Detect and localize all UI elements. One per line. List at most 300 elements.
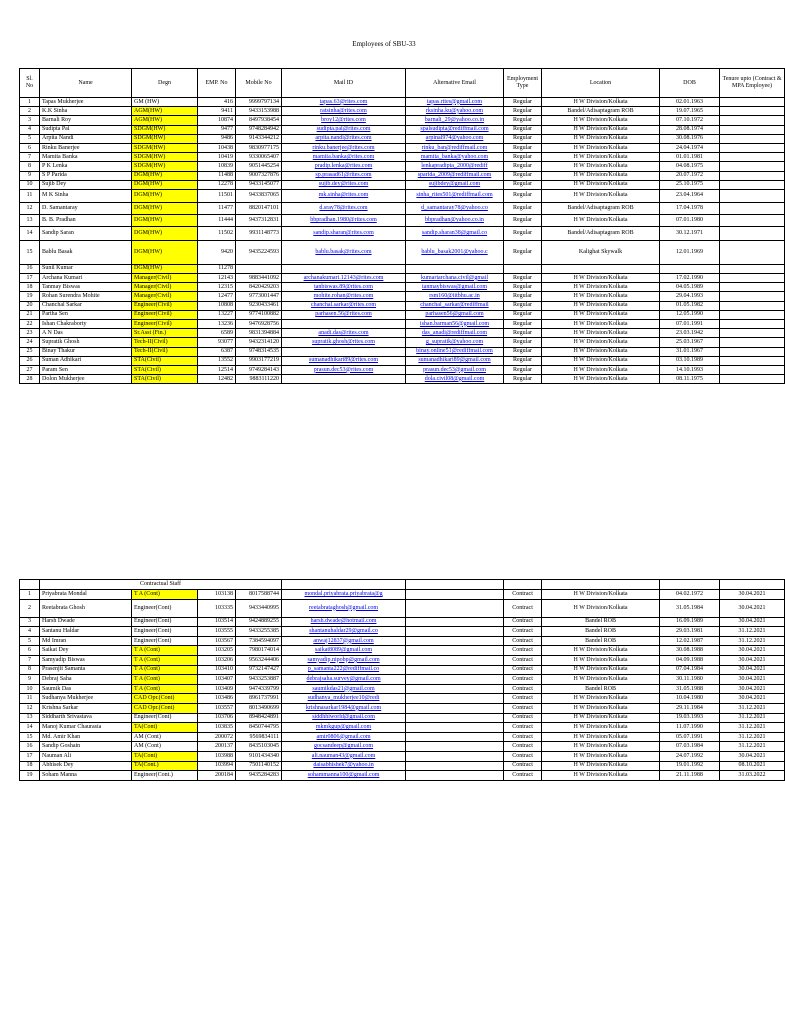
mobile-cell: 9433153988 bbox=[236, 107, 282, 116]
mail-cell[interactable]: mohite.rohan@rites.com bbox=[282, 292, 406, 301]
dob-cell bbox=[660, 264, 720, 273]
mail-cell[interactable]: mondal.priyabrata.priyabrata@g bbox=[282, 590, 406, 600]
employment-type-cell: Regular bbox=[504, 375, 542, 384]
location-cell: H W Division/Kolkata bbox=[542, 713, 660, 723]
tenure-cell: 31.12.2021 bbox=[720, 742, 785, 752]
table-row bbox=[20, 636, 785, 646]
table-row bbox=[20, 751, 785, 761]
location-cell: H W Division/Kolkata bbox=[542, 694, 660, 704]
alt-email-cell[interactable]: barnali_29@yahoo.co.in bbox=[406, 116, 504, 125]
tenure-cell bbox=[720, 356, 785, 365]
table-row bbox=[20, 646, 785, 656]
sl-no-cell: 6 bbox=[20, 646, 40, 656]
designation-cell: AGM(HW) bbox=[132, 107, 198, 116]
emp-no-cell: 9486 bbox=[198, 134, 236, 143]
table-row bbox=[20, 202, 785, 214]
location-cell bbox=[542, 264, 660, 273]
designation-cell: SDGM(HW) bbox=[132, 162, 198, 171]
name-cell: Saumik Das bbox=[40, 684, 132, 694]
sl-no-cell: 22 bbox=[20, 320, 40, 329]
dob-cell: 19.03.1993 bbox=[660, 713, 720, 723]
mail-cell[interactable]: sujib.dey@rites.com bbox=[282, 180, 406, 189]
tenure-cell: 30.04.2021 bbox=[720, 646, 785, 656]
name-cell: Suman Adhikari bbox=[40, 356, 132, 365]
table-row bbox=[20, 617, 785, 627]
mobile-cell: 9433837065 bbox=[236, 189, 282, 202]
dob-cell: 01.01.1981 bbox=[660, 153, 720, 162]
location-cell: H W Division/Kolkata bbox=[542, 375, 660, 384]
emp-no-cell: 200184 bbox=[198, 771, 236, 781]
mobile-cell: 9474339799 bbox=[236, 684, 282, 694]
mobile-cell: 8435103045 bbox=[236, 742, 282, 752]
designation-cell: CAD Opr.(Cont) bbox=[132, 703, 198, 713]
mail-cell[interactable]: sohammanna100@gmail.com bbox=[282, 771, 406, 781]
location-cell: H W Division/Kolkata bbox=[542, 338, 660, 347]
mobile-cell: 9435224593 bbox=[236, 240, 282, 264]
tenure-cell: 31.12.2021 bbox=[720, 636, 785, 646]
location-cell: H W Division/Kolkata bbox=[542, 283, 660, 292]
sl-no-cell: 1 bbox=[20, 98, 40, 107]
emp-no-cell: 416 bbox=[198, 98, 236, 107]
name-cell: Md Imran bbox=[40, 636, 132, 646]
employment-type-cell: Regular bbox=[504, 153, 542, 162]
emp-no-cell: 103335 bbox=[198, 599, 236, 617]
location-cell: H W Division/Kolkata bbox=[542, 162, 660, 171]
mail-cell[interactable]: sp.prasad61@rites.com bbox=[282, 171, 406, 180]
sl-no-cell: 15 bbox=[20, 732, 40, 742]
alt-email-cell[interactable]: binay.online51@rediffmail.com bbox=[406, 347, 504, 356]
emp-no-cell: 103138 bbox=[198, 590, 236, 600]
designation-header: Degn bbox=[132, 69, 198, 98]
designation-cell: DGM(HW) bbox=[132, 189, 198, 202]
mobile-cell: 9433253887 bbox=[236, 675, 282, 685]
mail-cell[interactable]: broy12@rites.com bbox=[282, 116, 406, 125]
location-cell: Kalighat Skywalk bbox=[542, 240, 660, 264]
alt-email-cell bbox=[406, 627, 504, 637]
tenure-cell bbox=[720, 162, 785, 171]
alt-email-cell[interactable]: tanmaybiswas@gmail.com bbox=[406, 283, 504, 292]
employment-type-cell: Contract bbox=[504, 703, 542, 713]
location-cell: Bandel ROB bbox=[542, 684, 660, 694]
sl-no-cell: 14 bbox=[20, 723, 40, 733]
name-cell: K.K Sinha bbox=[40, 107, 132, 116]
tenure-cell bbox=[720, 202, 785, 214]
name-cell: Rohan Surendra Mohite bbox=[40, 292, 132, 301]
alt-email-cell[interactable]: sumanadhikari89@gmail.com bbox=[406, 356, 504, 365]
contractual-staff-table bbox=[19, 579, 785, 781]
emp-no-cell: 10839 bbox=[198, 162, 236, 171]
tenure-cell: 30.04.2021 bbox=[720, 694, 785, 704]
dob-cell: 23.04.1964 bbox=[660, 189, 720, 202]
location-cell: H W Division/Kolkata bbox=[542, 134, 660, 143]
emp-no-cell: 10419 bbox=[198, 153, 236, 162]
tenure-cell bbox=[720, 292, 785, 301]
tenure-cell bbox=[720, 98, 785, 107]
mobile-cell: 7980174014 bbox=[236, 646, 282, 656]
mobile-cell: 9330065407 bbox=[236, 153, 282, 162]
employment-type-cell: Contract bbox=[504, 761, 542, 771]
mail-cell[interactable]: parhasen.56@rites.com bbox=[282, 310, 406, 319]
alt-email-cell[interactable]: tapas.rites@gmail.com bbox=[406, 98, 504, 107]
name-cell: Nauman Ali bbox=[40, 751, 132, 761]
employment-type-cell: Regular bbox=[504, 365, 542, 374]
table-row bbox=[20, 665, 785, 675]
designation-cell: Engineer(Civil) bbox=[132, 320, 198, 329]
alt-email-cell[interactable]: bbpradhan@yahoo.co.in bbox=[406, 214, 504, 226]
designation-cell: DGM(HW) bbox=[132, 180, 198, 189]
mail-cell[interactable]: sudipta.pal@rites.com bbox=[282, 125, 406, 134]
employment-type-cell: Regular bbox=[504, 134, 542, 143]
mail-cell[interactable]: daisabhishek7@yahoo.in bbox=[282, 761, 406, 771]
name-cell: Binay Thakur bbox=[40, 347, 132, 356]
sl-no-cell: 4 bbox=[20, 627, 40, 637]
sl-no-cell: 2 bbox=[20, 107, 40, 116]
dob-cell: 01.05.1982 bbox=[660, 301, 720, 310]
emp-no-cell: 11488 bbox=[198, 171, 236, 180]
emp-no-cell: 103835 bbox=[198, 723, 236, 733]
designation-cell: T A (Cont) bbox=[132, 675, 198, 685]
table-row bbox=[20, 171, 785, 180]
emp-no-cell: 200137 bbox=[198, 742, 236, 752]
name-cell: Chanchal Sarkar bbox=[40, 301, 132, 310]
mobile-cell: 9424889255 bbox=[236, 617, 282, 627]
mail-cell[interactable]: supratik.ghosh@rites.com bbox=[282, 338, 406, 347]
mail-cell[interactable]: mk.sinha@rites.com bbox=[282, 189, 406, 202]
dob-cell: 17.02.1990 bbox=[660, 274, 720, 283]
mail-cell[interactable]: sudhanya_mukherjee10@redi bbox=[282, 694, 406, 704]
employment-type-cell: Regular bbox=[504, 202, 542, 214]
designation-cell: DGM(HW) bbox=[132, 171, 198, 180]
employment-type-cell: Contract bbox=[504, 771, 542, 781]
location-cell: H W Division/Kolkata bbox=[542, 301, 660, 310]
location-cell: Bandel/Adisaptagram ROB bbox=[542, 107, 660, 116]
mobile-cell: 9999797134 bbox=[236, 98, 282, 107]
alt-email-cell[interactable]: sandip.sharan38@gmail.co bbox=[406, 226, 504, 240]
employment-type-cell: Contract bbox=[504, 742, 542, 752]
mobile-cell: 8017588744 bbox=[236, 590, 282, 600]
alt-email-cell[interactable]: bablu_basak2001@yahoo.c bbox=[406, 240, 504, 264]
alt-email-cell bbox=[406, 761, 504, 771]
employment-type-cell: Regular bbox=[504, 116, 542, 125]
location-cell: H W Division/Kolkata bbox=[542, 703, 660, 713]
emp-no-cell: 11502 bbox=[198, 226, 236, 240]
emp-no-cell: 9420 bbox=[198, 240, 236, 264]
tenure-cell bbox=[720, 143, 785, 152]
mail-cell[interactable]: rinku.banerjee@rites.com bbox=[282, 143, 406, 152]
mobile-cell: 9748314535 bbox=[236, 347, 282, 356]
table-row bbox=[20, 301, 785, 310]
mail-cell[interactable]: shantanuhaldar29@gmail.co bbox=[282, 627, 406, 637]
mail-cell[interactable]: archanakumari.12143@rites.com bbox=[282, 274, 406, 283]
location-cell: H W Division/Kolkata bbox=[542, 214, 660, 226]
mail-cell[interactable]: saikat8089@gmail.com bbox=[282, 646, 406, 656]
mail-cell[interactable]: gocsandeep@gmail.com bbox=[282, 742, 406, 752]
mail-cell[interactable]: reetabrataghosh@gmail.com bbox=[282, 599, 406, 617]
mail-cell[interactable]: p_samanta222@rediffmail.co bbox=[282, 665, 406, 675]
alt-email-cell[interactable]: mamita_banka@yahoo.com bbox=[406, 153, 504, 162]
emp-no-cell: 200072 bbox=[198, 732, 236, 742]
name-cell: Sandip Saran bbox=[40, 226, 132, 240]
designation-cell: SDGM(HW) bbox=[132, 143, 198, 152]
designation-cell: DGM(HW) bbox=[132, 214, 198, 226]
designation-cell: DGM(HW) bbox=[132, 226, 198, 240]
mobile-cell: 9748284942 bbox=[236, 125, 282, 134]
employment-type-cell: Regular bbox=[504, 240, 542, 264]
name-cell: S P Parida bbox=[40, 171, 132, 180]
employment-type-cell bbox=[504, 264, 542, 273]
location-cell: H W Division/Kolkata bbox=[542, 116, 660, 125]
tenure-cell: 30.04.2021 bbox=[720, 590, 785, 600]
emp-no-cell: 12477 bbox=[198, 292, 236, 301]
alt-email-cell bbox=[406, 599, 504, 617]
table-row bbox=[20, 338, 785, 347]
name-cell: Krishna Sarkar bbox=[40, 703, 132, 713]
mail-cell[interactable]: mamita.banka@rites.com bbox=[282, 153, 406, 162]
location-cell: H W Division/Kolkata bbox=[542, 356, 660, 365]
name-cell: Bablu Basak bbox=[40, 240, 132, 264]
location-cell: H W Division/Kolkata bbox=[542, 742, 660, 752]
alt-email-cell[interactable]: das_anadi@rediffmail.com bbox=[406, 329, 504, 338]
employment-type-cell: Regular bbox=[504, 347, 542, 356]
name-cell: Supratik Ghosh bbox=[40, 338, 132, 347]
emp-no-header: EMP. No bbox=[198, 69, 236, 98]
name-cell: Harsh Dwade bbox=[40, 617, 132, 627]
employment-type-cell: Regular bbox=[504, 107, 542, 116]
name-cell: Reetabrata Ghosh bbox=[40, 599, 132, 617]
mail-cell[interactable]: arpita.nandi@rites.com bbox=[282, 134, 406, 143]
alt-email-cell[interactable]: dola.civil08@gmail.com bbox=[406, 375, 504, 384]
dob-cell: 25.10.1975 bbox=[660, 180, 720, 189]
alt-email-cell bbox=[406, 742, 504, 752]
alt-email-cell bbox=[406, 675, 504, 685]
dob-cell: 07.01.1991 bbox=[660, 320, 720, 329]
designation-cell: SDGM(HW) bbox=[132, 153, 198, 162]
location-cell: Bandel/Adisaptagram ROB bbox=[542, 202, 660, 214]
mail-cell[interactable]: tanbiswas.89@rites.com bbox=[282, 283, 406, 292]
mail-cell[interactable]: anadi.das@rites.com bbox=[282, 329, 406, 338]
table-row bbox=[20, 283, 785, 292]
name-cell: Priyabrata Mondal bbox=[40, 590, 132, 600]
alt-email-cell[interactable]: chanchal_sarkar@rediffmail bbox=[406, 301, 504, 310]
mail-cell[interactable]: ali.nauman43@gmail.com bbox=[282, 751, 406, 761]
designation-cell: GM (HW) bbox=[132, 98, 198, 107]
mobile-cell: 9476928756 bbox=[236, 320, 282, 329]
alt-email-cell[interactable]: sujibdey@gmail.com bbox=[406, 180, 504, 189]
sl-no-cell: 16 bbox=[20, 264, 40, 273]
alt-email-cell[interactable]: d_samantaray78@yahoo.co bbox=[406, 202, 504, 214]
alt-email-cell[interactable]: rksinha.ku@yahoo.com bbox=[406, 107, 504, 116]
alt-email-cell[interactable]: spalsudipta@rediffmail.com bbox=[406, 125, 504, 134]
name-cell: D. Samantaray bbox=[40, 202, 132, 214]
mobile-cell: 9563244406 bbox=[236, 655, 282, 665]
dob-cell: 07.01.1980 bbox=[660, 214, 720, 226]
emp-no-cell: 6589 bbox=[198, 329, 236, 338]
employment-type-cell: Regular bbox=[504, 329, 542, 338]
table-row bbox=[20, 214, 785, 226]
name-cell: Barnali Roy bbox=[40, 116, 132, 125]
mobile-cell: 8961737991 bbox=[236, 694, 282, 704]
tenure-header: Tenure upto (Contract & MPA Employee) bbox=[720, 69, 785, 98]
table-row bbox=[20, 134, 785, 143]
dob-cell: 07.03.1984 bbox=[660, 742, 720, 752]
mobile-cell: 9732147427 bbox=[236, 665, 282, 675]
emp-no-cell: 103555 bbox=[198, 627, 236, 637]
designation-cell: DGM(HW) bbox=[132, 240, 198, 264]
mobile-cell: 9831394884 bbox=[236, 329, 282, 338]
location-cell: H W Division/Kolkata bbox=[542, 665, 660, 675]
tenure-cell bbox=[720, 214, 785, 226]
designation-cell: Engineer(Cont) bbox=[132, 599, 198, 617]
name-cell: Soham Manna bbox=[40, 771, 132, 781]
emp-no-cell: 11501 bbox=[198, 189, 236, 202]
mail-cell[interactable]: anwaj12837@gmail.com bbox=[282, 636, 406, 646]
mail-cell[interactable]: saumikdas21@gmail.com bbox=[282, 684, 406, 694]
alt-email-cell[interactable]: rinku_ban@rediffmail.com bbox=[406, 143, 504, 152]
dob-cell: 30.08.1988 bbox=[660, 646, 720, 656]
alt-email-cell bbox=[406, 732, 504, 742]
tenure-cell: 30.04.2021 bbox=[720, 599, 785, 617]
employment-type-cell: Regular bbox=[504, 162, 542, 171]
mail-cell[interactable]: harsh.dwade@hotmail.com bbox=[282, 617, 406, 627]
mail-cell[interactable]: ratsinha@rites.com bbox=[282, 107, 406, 116]
designation-cell: T A (Cont) bbox=[132, 655, 198, 665]
table-row bbox=[20, 713, 785, 723]
alt-email-cell bbox=[406, 703, 504, 713]
alt-email-cell bbox=[406, 751, 504, 761]
mail-cell[interactable]: d.sray78@rites.com bbox=[282, 202, 406, 214]
emp-no-cell: 12143 bbox=[198, 274, 236, 283]
mail-cell[interactable]: bbpradhan.1980@rites.com bbox=[282, 214, 406, 226]
emp-no-cell: 10808 bbox=[198, 301, 236, 310]
emp-no-cell: 103988 bbox=[198, 751, 236, 761]
employment-type-cell: Regular bbox=[504, 125, 542, 134]
mobile-cell: 9143344212 bbox=[236, 134, 282, 143]
alt-email-cell[interactable]: g_supratik@yahoo.com bbox=[406, 338, 504, 347]
location-cell: H W Division/Kolkata bbox=[542, 125, 660, 134]
dob-cell: 23.03.1942 bbox=[660, 329, 720, 338]
employment-type-cell: Regular bbox=[504, 98, 542, 107]
tenure-cell: 30.04.2021 bbox=[720, 684, 785, 694]
alt-email-cell bbox=[406, 264, 504, 273]
sl-no-cell: 8 bbox=[20, 665, 40, 675]
alt-email-cell[interactable]: sinha_rites501@rediffmail.com bbox=[406, 189, 504, 202]
location-cell: Bandel ROB bbox=[542, 617, 660, 627]
name-cell: Sudhanya Mukherjee bbox=[40, 694, 132, 704]
employment-type-cell: Contract bbox=[504, 627, 542, 637]
mail-cell[interactable]: mkmkgup@gmail.com bbox=[282, 723, 406, 733]
sl-no-cell: 12 bbox=[20, 202, 40, 214]
designation-cell: T A (Cont) bbox=[132, 665, 198, 675]
dob-cell: 14.10.1993 bbox=[660, 365, 720, 374]
tenure-cell: 30.04.2021 bbox=[720, 665, 785, 675]
emp-no-cell: 103514 bbox=[198, 617, 236, 627]
name-header: Name bbox=[40, 69, 132, 98]
name-cell: Arpita Nandi bbox=[40, 134, 132, 143]
table-row bbox=[20, 375, 785, 384]
sl-no-cell: 20 bbox=[20, 301, 40, 310]
sl-no-cell: 18 bbox=[20, 283, 40, 292]
alt-email-header: Alternative Email bbox=[406, 69, 504, 98]
mail-cell[interactable]: tapas.63@rites.com bbox=[282, 98, 406, 107]
section-title: Contractual Staff bbox=[40, 580, 282, 590]
sl-no-cell: 5 bbox=[20, 134, 40, 143]
sl-no-cell: 3 bbox=[20, 116, 40, 125]
mobile-cell: 8820147101 bbox=[236, 202, 282, 214]
emp-no-cell: 103409 bbox=[198, 684, 236, 694]
alt-email-cell bbox=[406, 694, 504, 704]
mail-cell bbox=[282, 347, 406, 356]
dob-cell: 30.08.1976 bbox=[660, 134, 720, 143]
employment-type-cell: Regular bbox=[504, 338, 542, 347]
mail-cell[interactable]: sandip.sharan@rites.com bbox=[282, 226, 406, 240]
table-row bbox=[20, 694, 785, 704]
alt-email-cell bbox=[406, 771, 504, 781]
dob-cell: 20.07.1972 bbox=[660, 171, 720, 180]
mail-cell[interactable]: chanchal.sarkar@rites.com bbox=[282, 301, 406, 310]
sl-no-cell: 21 bbox=[20, 310, 40, 319]
mail-cell[interactable]: bablu.basak@rites.com bbox=[282, 240, 406, 264]
header-row bbox=[20, 69, 785, 98]
alt-email-cell[interactable]: arpinal974@yahoo.com bbox=[406, 134, 504, 143]
table-row bbox=[20, 732, 785, 742]
mail-cell[interactable]: amir0806@gmail.com bbox=[282, 732, 406, 742]
alt-email-cell[interactable]: sparida_2009@rediffmail.com bbox=[406, 171, 504, 180]
alt-email-cell[interactable]: kumariarchana.civil@gmail bbox=[406, 274, 504, 283]
sl-no-cell: 12 bbox=[20, 703, 40, 713]
name-cell: Sunil Kumar bbox=[40, 264, 132, 273]
dob-cell: 29.03.1981 bbox=[660, 627, 720, 637]
designation-cell: Engineer(Civil) bbox=[132, 310, 198, 319]
alt-email-cell[interactable]: parhasen56@gmail.com bbox=[406, 310, 504, 319]
alt-email-cell bbox=[406, 655, 504, 665]
mobile-cell: 9749284143 bbox=[236, 365, 282, 374]
designation-cell: Tech-II(Civil) bbox=[132, 347, 198, 356]
sl-no-cell: 28 bbox=[20, 375, 40, 384]
sl-no-cell: 27 bbox=[20, 365, 40, 374]
table-row bbox=[20, 240, 785, 264]
mail-cell[interactable]: krishnasarkar1984@gmail.com bbox=[282, 703, 406, 713]
mobile-cell: 7501140152 bbox=[236, 761, 282, 771]
designation-cell: AGM(HW) bbox=[132, 116, 198, 125]
emp-no-cell: 12514 bbox=[198, 365, 236, 374]
name-cell: Santanu Haldar bbox=[40, 627, 132, 637]
name-cell: Sudipta Pal bbox=[40, 125, 132, 134]
designation-cell: SDGM(HW) bbox=[132, 134, 198, 143]
sl-no-cell: 7 bbox=[20, 655, 40, 665]
mail-cell[interactable]: pradip.lenka@rites.com bbox=[282, 162, 406, 171]
alt-email-cell[interactable]: rsm160@iitbhu.ac.in bbox=[406, 292, 504, 301]
alt-email-cell[interactable]: prasun.dec53@gmail.com bbox=[406, 365, 504, 374]
alt-email-cell[interactable]: lenkapradipta_2000@rediff bbox=[406, 162, 504, 171]
tenure-cell bbox=[720, 274, 785, 283]
mail-cell[interactable]: siddhhiworld@gmail.com bbox=[282, 713, 406, 723]
mail-cell[interactable]: sumanadhikari89@rites.com bbox=[282, 356, 406, 365]
table-row bbox=[20, 771, 785, 781]
employment-type-cell: Contract bbox=[504, 713, 542, 723]
dob-cell: 04.02.1972 bbox=[660, 590, 720, 600]
tenure-cell bbox=[720, 189, 785, 202]
mail-cell[interactable]: prasun.dec53@rites.com bbox=[282, 365, 406, 374]
alt-email-cell[interactable]: ishan.barman56@gmail.com bbox=[406, 320, 504, 329]
alt-email-cell bbox=[406, 723, 504, 733]
mail-cell[interactable]: debrajsaha.survey@gmail.com bbox=[282, 675, 406, 685]
table-row bbox=[20, 189, 785, 202]
employment-type-cell: Regular bbox=[504, 171, 542, 180]
sl-no-cell: 3 bbox=[20, 617, 40, 627]
location-cell: H W Division/Kolkata bbox=[542, 171, 660, 180]
mail-cell[interactable]: samyadip.nipobp@gmail.com bbox=[282, 655, 406, 665]
table-row bbox=[20, 365, 785, 374]
